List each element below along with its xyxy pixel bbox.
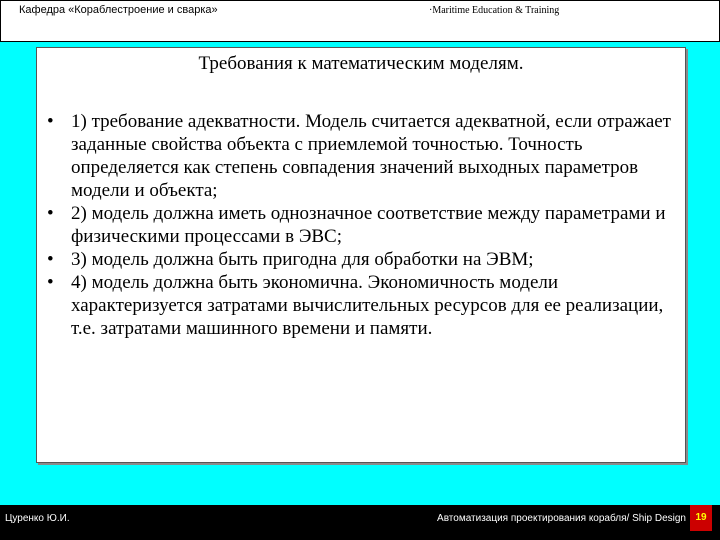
bullet-icon: • — [47, 203, 54, 224]
list-item-text: 2) модель должна иметь однозначное соответствие между параметрами и физическими процессами в ЭВС; — [71, 203, 666, 247]
course-label: Автоматизация проектирования корабля/ Ship Design — [437, 513, 686, 524]
list-item — [47, 202, 677, 248]
page-number: 19 — [690, 505, 712, 531]
program-label: ·Maritime Education & Training — [429, 5, 560, 16]
list-item-text: 3) модель должна быть пригодна для обработки на ЭВМ; — [71, 249, 534, 270]
author-label: Цуренко Ю.И. — [5, 513, 70, 524]
list-item — [47, 248, 677, 271]
department-label: Кафедра «Кораблестроение и сварка» — [19, 4, 218, 16]
slide-content — [36, 47, 686, 463]
list-item-text: 4) модель должна быть экономична. Экономичность модели характеризуется затратами вычислительных ресурсов для ее реализации, т.е. затратами машинного времени и памяти. — [71, 272, 664, 339]
bullet-icon: • — [47, 272, 54, 293]
requirements-list — [47, 110, 677, 340]
bullet-icon: • — [47, 111, 54, 132]
slide-title: Требования к математическим моделям. — [198, 53, 524, 74]
header-bar — [0, 0, 720, 42]
list-item-text: 1) требование адекватности. Модель считается адекватной, если отражает заданные свойства объекта с приемлемой точностью. Точность определяется как степень совпадения значений выходных параметров модели и объекта; — [71, 111, 671, 201]
footer-bar — [0, 505, 720, 540]
list-item — [47, 110, 677, 202]
list-item — [47, 271, 677, 340]
bullet-icon: • — [47, 249, 54, 270]
